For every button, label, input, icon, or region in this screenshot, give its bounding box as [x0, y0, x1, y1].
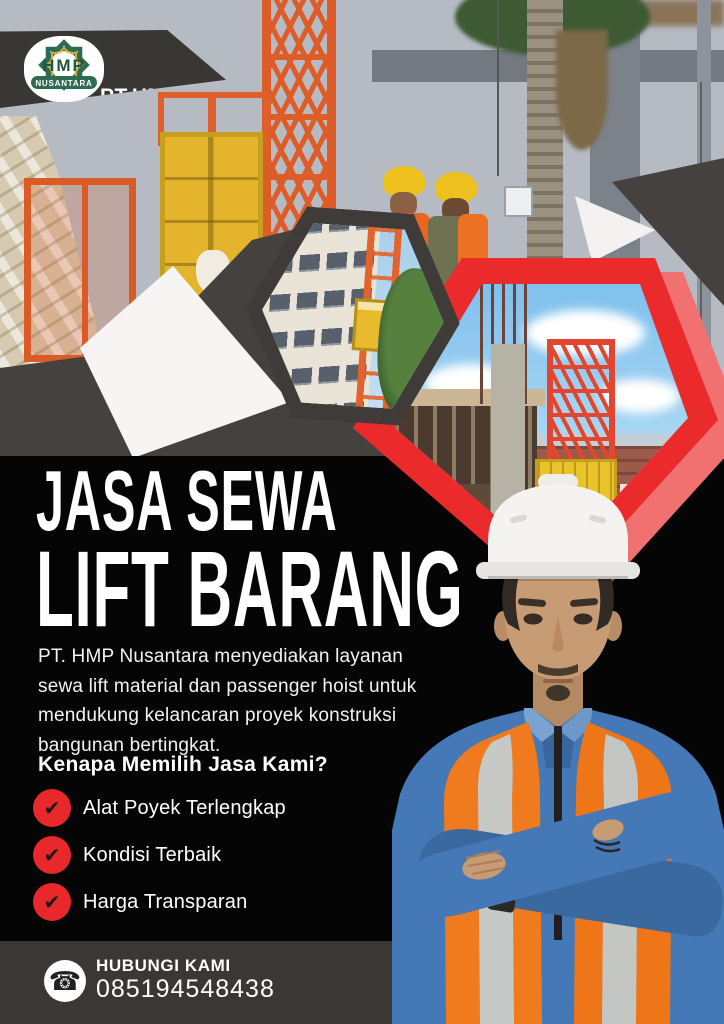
logo-star-icon: [24, 36, 104, 102]
checklist-item: [33, 883, 247, 921]
cable: [497, 0, 499, 176]
hexagon-photo-small-inner: [256, 220, 450, 412]
phone-icon: ☎: [44, 960, 86, 1002]
check-icon: ✔: [33, 789, 71, 827]
logo-name: NUSANTARA: [35, 79, 93, 88]
checklist-item: [33, 836, 221, 874]
checklist-item: [33, 789, 286, 827]
brand-logo: [24, 36, 104, 102]
headline-line2: LIFT BARANG: [36, 529, 464, 650]
checklist-item-label: Harga Transparan: [83, 890, 248, 913]
logo-acronym: HMP: [42, 56, 86, 75]
spokesperson-photo: [392, 458, 724, 1024]
headline-line1: JASA SEWA: [36, 453, 338, 549]
hoist-tower: [547, 339, 615, 473]
electrical-box: [504, 186, 533, 217]
description: PT. HMP Nusantara menyediakan layanan sewa lift material dan passenger hoist untuk mendukung kelancaran proyek konstruksi bangunan bertingkat.: [38, 646, 417, 756]
contact-label: HUBUNGI KAMI: [96, 956, 231, 975]
contact-phone: 085194548438: [96, 975, 275, 1003]
check-icon: ✔: [33, 836, 71, 874]
check-icon: ✔: [33, 883, 71, 921]
checklist-item-label: Alat Poyek Terlengkap: [83, 796, 286, 819]
why-us-heading: Kenapa Memilih Jasa Kami?: [38, 753, 328, 776]
checklist-item-label: Kondisi Terbaik: [83, 843, 222, 866]
palm-dry-leaves: [556, 30, 608, 150]
